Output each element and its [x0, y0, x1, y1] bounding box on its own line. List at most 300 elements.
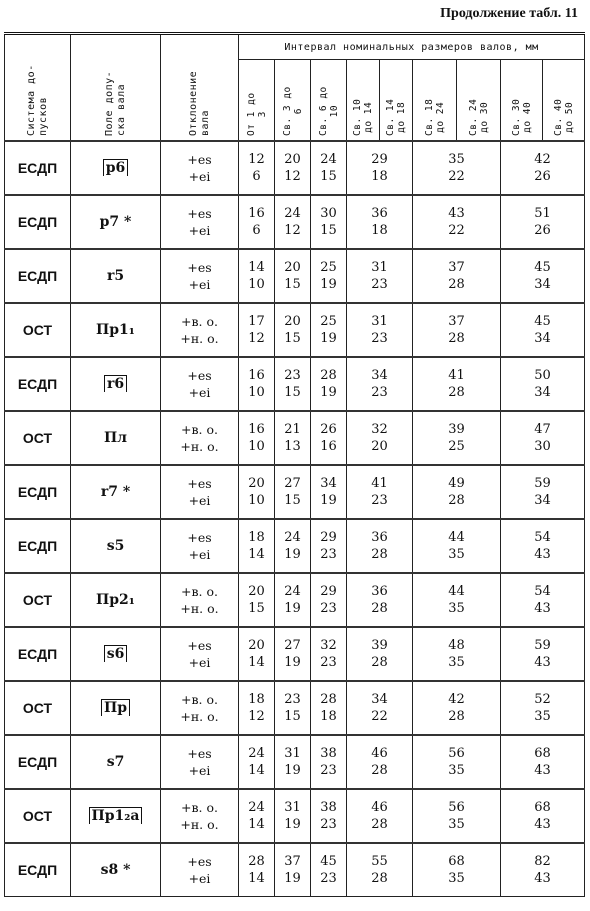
value-cell: [275, 141, 311, 195]
value-cell: [501, 519, 585, 573]
upper-value: 45: [534, 260, 551, 275]
value-cell: [413, 303, 501, 357]
lower-deviation: +ei: [188, 277, 211, 292]
upper-value: 18: [248, 530, 265, 545]
value-cell: [311, 627, 347, 681]
upper-value: 29: [371, 152, 388, 167]
deviation-cell: [161, 303, 239, 357]
lower-deviation: +н. о.: [180, 709, 219, 724]
field-cell: [71, 303, 161, 357]
value-cell: [311, 141, 347, 195]
value-cell: [501, 627, 585, 681]
upper-value: 32: [371, 422, 388, 437]
upper-value: 24: [320, 152, 337, 167]
upper-value: 31: [284, 746, 301, 761]
lower-value: 19: [320, 385, 337, 400]
upper-value: 59: [534, 476, 551, 491]
upper-value: 24: [284, 584, 301, 599]
deviation-cell: [161, 681, 239, 735]
value-cell: [501, 357, 585, 411]
upper-value: 23: [284, 692, 301, 707]
upper-value: 36: [371, 206, 388, 221]
upper-value: 38: [320, 746, 337, 761]
lower-deviation: +ei: [188, 385, 211, 400]
field-cell: [71, 249, 161, 303]
value-cell: [501, 843, 585, 897]
system-cell: ОСТ: [5, 573, 71, 627]
header-field: Поле допу- ска вала: [71, 34, 161, 142]
upper-value: 54: [534, 584, 551, 599]
lower-deviation: +ei: [188, 493, 211, 508]
upper-deviation: +в. о.: [181, 422, 218, 437]
upper-value: 24: [248, 746, 265, 761]
lower-value: 10: [248, 493, 265, 508]
field-label: Пр2₁: [96, 592, 135, 608]
upper-value: 34: [371, 368, 388, 383]
value-cell: [239, 249, 275, 303]
value-cell: [275, 573, 311, 627]
header-interval: Интервал номинальных размеров валов, мм: [239, 34, 585, 60]
value-cell: [239, 843, 275, 897]
upper-value: 20: [248, 584, 265, 599]
header-range: Св. 30 до 40: [510, 98, 533, 136]
value-cell: [311, 843, 347, 897]
upper-value: 37: [448, 314, 465, 329]
value-cell: [239, 195, 275, 249]
lower-value: 14: [248, 871, 265, 886]
table-caption: Продолжение табл. 11: [440, 6, 578, 21]
lower-value: 14: [248, 547, 265, 562]
upper-value: 18: [248, 692, 265, 707]
lower-deviation: +ei: [188, 169, 211, 184]
lower-value: 14: [248, 817, 265, 832]
upper-value: 37: [284, 854, 301, 869]
lower-value: 28: [448, 385, 465, 400]
lower-deviation: +н. о.: [180, 331, 219, 346]
deviation-cell: [161, 627, 239, 681]
upper-deviation: +es: [187, 152, 212, 167]
lower-value: 15: [320, 169, 337, 184]
value-cell: [275, 411, 311, 465]
upper-value: 35: [448, 152, 465, 167]
value-cell: [501, 573, 585, 627]
value-cell: [347, 303, 413, 357]
value-cell: [275, 249, 311, 303]
lower-value: 19: [320, 331, 337, 346]
upper-value: 23: [284, 368, 301, 383]
upper-value: 37: [448, 260, 465, 275]
value-cell: [347, 195, 413, 249]
header-range-pair: [347, 60, 413, 142]
value-cell: [239, 735, 275, 789]
table-row: [5, 627, 585, 681]
lower-value: 10: [248, 277, 265, 292]
header-range: Св. 10 до 14: [352, 98, 374, 136]
value-cell: [239, 789, 275, 843]
value-cell: [501, 465, 585, 519]
lower-value: 28: [448, 709, 465, 724]
lower-value: 35: [534, 709, 551, 724]
upper-value: 25: [320, 314, 337, 329]
deviation-cell: [161, 411, 239, 465]
upper-value: 52: [534, 692, 551, 707]
system-cell: ЕСДП: [5, 465, 71, 519]
lower-value: 18: [371, 223, 388, 238]
lower-value: 19: [284, 817, 301, 832]
upper-value: 21: [284, 422, 301, 437]
upper-value: 29: [320, 584, 337, 599]
lower-value: 18: [320, 709, 337, 724]
deviation-cell: [161, 735, 239, 789]
upper-value: 27: [284, 476, 301, 491]
value-cell: [501, 249, 585, 303]
field-cell: [71, 465, 161, 519]
value-cell: [347, 843, 413, 897]
table-row: [5, 519, 585, 573]
header-range: Св. 40 до 50: [552, 98, 575, 136]
value-cell: [311, 411, 347, 465]
upper-deviation: +es: [187, 206, 212, 221]
upper-value: 28: [248, 854, 265, 869]
table-row: [5, 249, 585, 303]
value-cell: [501, 195, 585, 249]
value-cell: [501, 411, 585, 465]
lower-deviation: +ei: [188, 763, 211, 778]
upper-value: 24: [248, 800, 265, 815]
upper-value: 28: [320, 692, 337, 707]
field-cell: [71, 141, 161, 195]
upper-value: 20: [248, 638, 265, 653]
value-cell: [413, 627, 501, 681]
upper-value: 56: [448, 800, 465, 815]
deviation-cell: [161, 843, 239, 897]
lower-value: 35: [448, 547, 465, 562]
table-row: [5, 141, 585, 195]
lower-value: 28: [371, 817, 388, 832]
upper-value: 20: [284, 152, 301, 167]
field-label: s6: [104, 645, 128, 662]
lower-value: 26: [534, 223, 551, 238]
system-cell: ЕСДП: [5, 843, 71, 897]
upper-value: 30: [320, 206, 337, 221]
value-cell: [413, 195, 501, 249]
value-cell: [413, 573, 501, 627]
upper-value: 31: [371, 314, 388, 329]
field-label: Пр1₁: [96, 322, 135, 338]
value-cell: [347, 411, 413, 465]
upper-value: 12: [248, 152, 265, 167]
field-cell: [71, 357, 161, 411]
value-cell: [347, 141, 413, 195]
value-cell: [239, 411, 275, 465]
lower-value: 28: [371, 601, 388, 616]
value-cell: [501, 681, 585, 735]
lower-value: 16: [320, 439, 337, 454]
upper-value: 31: [371, 260, 388, 275]
table-row: [5, 573, 585, 627]
value-cell: [311, 465, 347, 519]
value-cell: [239, 465, 275, 519]
value-cell: [501, 141, 585, 195]
header-range-pair: [413, 60, 501, 142]
lower-value: 23: [320, 817, 337, 832]
upper-deviation: +в. о.: [181, 800, 218, 815]
lower-value: 25: [448, 439, 465, 454]
value-cell: [347, 573, 413, 627]
upper-value: 36: [371, 530, 388, 545]
lower-value: 12: [248, 709, 265, 724]
table-row: [5, 843, 585, 897]
value-cell: [239, 141, 275, 195]
deviation-cell: [161, 519, 239, 573]
upper-value: 39: [371, 638, 388, 653]
upper-value: 43: [448, 206, 465, 221]
upper-value: 16: [248, 368, 265, 383]
value-cell: [275, 195, 311, 249]
value-cell: [311, 735, 347, 789]
field-label: s5: [106, 538, 125, 554]
lower-value: 34: [534, 493, 551, 508]
lower-value: 43: [534, 817, 551, 832]
upper-value: 41: [448, 368, 465, 383]
value-cell: [311, 681, 347, 735]
upper-value: 68: [534, 746, 551, 761]
lower-value: 19: [284, 763, 301, 778]
value-cell: [311, 357, 347, 411]
upper-value: 41: [371, 476, 388, 491]
lower-value: 23: [371, 331, 388, 346]
value-cell: [311, 195, 347, 249]
value-cell: [275, 465, 311, 519]
upper-value: 68: [534, 800, 551, 815]
upper-deviation: +es: [187, 746, 212, 761]
header-range-pair: [501, 60, 585, 142]
deviation-cell: [161, 573, 239, 627]
lower-value: 34: [534, 331, 551, 346]
lower-value: 18: [371, 169, 388, 184]
table-row: [5, 357, 585, 411]
header-range: Св. 14 до 18: [385, 98, 407, 136]
value-cell: [347, 465, 413, 519]
lower-value: 22: [371, 709, 388, 724]
upper-value: 49: [448, 476, 465, 491]
lower-value: 35: [448, 655, 465, 670]
header-deviation: Отклонение вала: [161, 34, 239, 142]
lower-value: 28: [371, 547, 388, 562]
lower-value: 10: [248, 439, 265, 454]
value-cell: [347, 627, 413, 681]
lower-value: 30: [534, 439, 551, 454]
value-cell: [239, 303, 275, 357]
system-cell: ЕСДП: [5, 357, 71, 411]
lower-deviation: +ei: [188, 547, 211, 562]
upper-value: 56: [448, 746, 465, 761]
header-system: Система до- пусков: [5, 34, 71, 142]
value-cell: [501, 735, 585, 789]
lower-value: 19: [284, 547, 301, 562]
lower-value: 28: [448, 277, 465, 292]
value-cell: [239, 357, 275, 411]
upper-value: 44: [448, 584, 465, 599]
lower-value: 19: [320, 277, 337, 292]
field-cell: [71, 573, 161, 627]
upper-value: 36: [371, 584, 388, 599]
field-cell: [71, 627, 161, 681]
value-cell: [501, 303, 585, 357]
upper-value: 38: [320, 800, 337, 815]
lower-value: 19: [284, 601, 301, 616]
upper-value: 24: [284, 206, 301, 221]
value-cell: [413, 465, 501, 519]
value-cell: [239, 681, 275, 735]
lower-value: 23: [320, 763, 337, 778]
lower-value: 15: [284, 709, 301, 724]
upper-value: 59: [534, 638, 551, 653]
lower-value: 34: [534, 277, 551, 292]
lower-value: 28: [448, 493, 465, 508]
value-cell: [311, 519, 347, 573]
upper-deviation: +es: [187, 260, 212, 275]
upper-value: 14: [248, 260, 265, 275]
lower-value: 22: [448, 223, 465, 238]
upper-deviation: +es: [187, 368, 212, 383]
table-row: [5, 789, 585, 843]
lower-value: 10: [248, 385, 265, 400]
lower-value: 23: [371, 493, 388, 508]
upper-value: 20: [248, 476, 265, 491]
field-label: s7: [106, 754, 125, 770]
upper-value: 82: [534, 854, 551, 869]
table-row: [5, 195, 585, 249]
lower-deviation: +н. о.: [180, 439, 219, 454]
upper-deviation: +в. о.: [181, 584, 218, 599]
tolerance-table: [4, 32, 585, 897]
lower-value: 15: [248, 601, 265, 616]
value-cell: [275, 735, 311, 789]
deviation-cell: [161, 789, 239, 843]
lower-value: 19: [284, 871, 301, 886]
header-range: Св. 3 до 6: [275, 60, 311, 142]
lower-value: 13: [284, 439, 301, 454]
system-cell: ЕСДП: [5, 735, 71, 789]
lower-value: 28: [371, 655, 388, 670]
lower-value: 15: [320, 223, 337, 238]
system-cell: ОСТ: [5, 411, 71, 465]
value-cell: [311, 789, 347, 843]
lower-value: 35: [448, 871, 465, 886]
upper-value: 16: [248, 422, 265, 437]
upper-deviation: +es: [187, 854, 212, 869]
lower-value: 23: [320, 655, 337, 670]
lower-deviation: +ei: [188, 655, 211, 670]
upper-value: 24: [284, 530, 301, 545]
table-body: [5, 141, 585, 897]
value-cell: [413, 357, 501, 411]
lower-value: 19: [284, 655, 301, 670]
upper-value: 17: [248, 314, 265, 329]
value-cell: [275, 357, 311, 411]
value-cell: [347, 357, 413, 411]
field-cell: [71, 843, 161, 897]
lower-value: 14: [248, 763, 265, 778]
field-label: Пл: [103, 430, 128, 446]
table-row: [5, 411, 585, 465]
value-cell: [311, 303, 347, 357]
upper-value: 34: [320, 476, 337, 491]
upper-value: 45: [534, 314, 551, 329]
system-cell: ЕСДП: [5, 519, 71, 573]
lower-value: 43: [534, 763, 551, 778]
lower-value: 6: [252, 223, 261, 238]
header-range: Св. 24 до 30: [467, 98, 490, 136]
upper-value: 31: [284, 800, 301, 815]
system-cell: ОСТ: [5, 789, 71, 843]
lower-value: 23: [371, 385, 388, 400]
upper-value: 46: [371, 746, 388, 761]
lower-value: 35: [448, 763, 465, 778]
value-cell: [239, 573, 275, 627]
table-row: [5, 681, 585, 735]
lower-value: 12: [284, 169, 301, 184]
lower-value: 22: [448, 169, 465, 184]
upper-value: 45: [320, 854, 337, 869]
deviation-cell: [161, 249, 239, 303]
system-cell: ЕСДП: [5, 249, 71, 303]
lower-value: 28: [448, 331, 465, 346]
field-label: p6: [103, 159, 129, 176]
value-cell: [275, 627, 311, 681]
lower-value: 12: [284, 223, 301, 238]
lower-value: 14: [248, 655, 265, 670]
lower-value: 12: [248, 331, 265, 346]
lower-value: 23: [320, 601, 337, 616]
upper-value: 55: [371, 854, 388, 869]
upper-value: 39: [448, 422, 465, 437]
value-cell: [239, 627, 275, 681]
system-cell: ЕСДП: [5, 195, 71, 249]
field-label: r7 *: [100, 484, 131, 500]
upper-deviation: +es: [187, 638, 212, 653]
value-cell: [239, 519, 275, 573]
value-cell: [413, 735, 501, 789]
upper-value: 42: [534, 152, 551, 167]
system-cell: ОСТ: [5, 681, 71, 735]
value-cell: [413, 519, 501, 573]
value-cell: [347, 789, 413, 843]
lower-value: 23: [371, 277, 388, 292]
field-cell: [71, 411, 161, 465]
lower-value: 15: [284, 331, 301, 346]
field-cell: [71, 195, 161, 249]
upper-value: 16: [248, 206, 265, 221]
value-cell: [275, 789, 311, 843]
upper-value: 50: [534, 368, 551, 383]
lower-deviation: +н. о.: [180, 601, 219, 616]
deviation-cell: [161, 141, 239, 195]
lower-value: 28: [371, 763, 388, 778]
table-row: [5, 735, 585, 789]
upper-value: 27: [284, 638, 301, 653]
upper-value: 34: [371, 692, 388, 707]
field-cell: [71, 519, 161, 573]
lower-value: 23: [320, 871, 337, 886]
upper-value: 47: [534, 422, 551, 437]
lower-value: 43: [534, 601, 551, 616]
upper-deviation: +в. о.: [181, 314, 218, 329]
upper-deviation: +в. о.: [181, 692, 218, 707]
field-cell: [71, 789, 161, 843]
value-cell: [413, 843, 501, 897]
